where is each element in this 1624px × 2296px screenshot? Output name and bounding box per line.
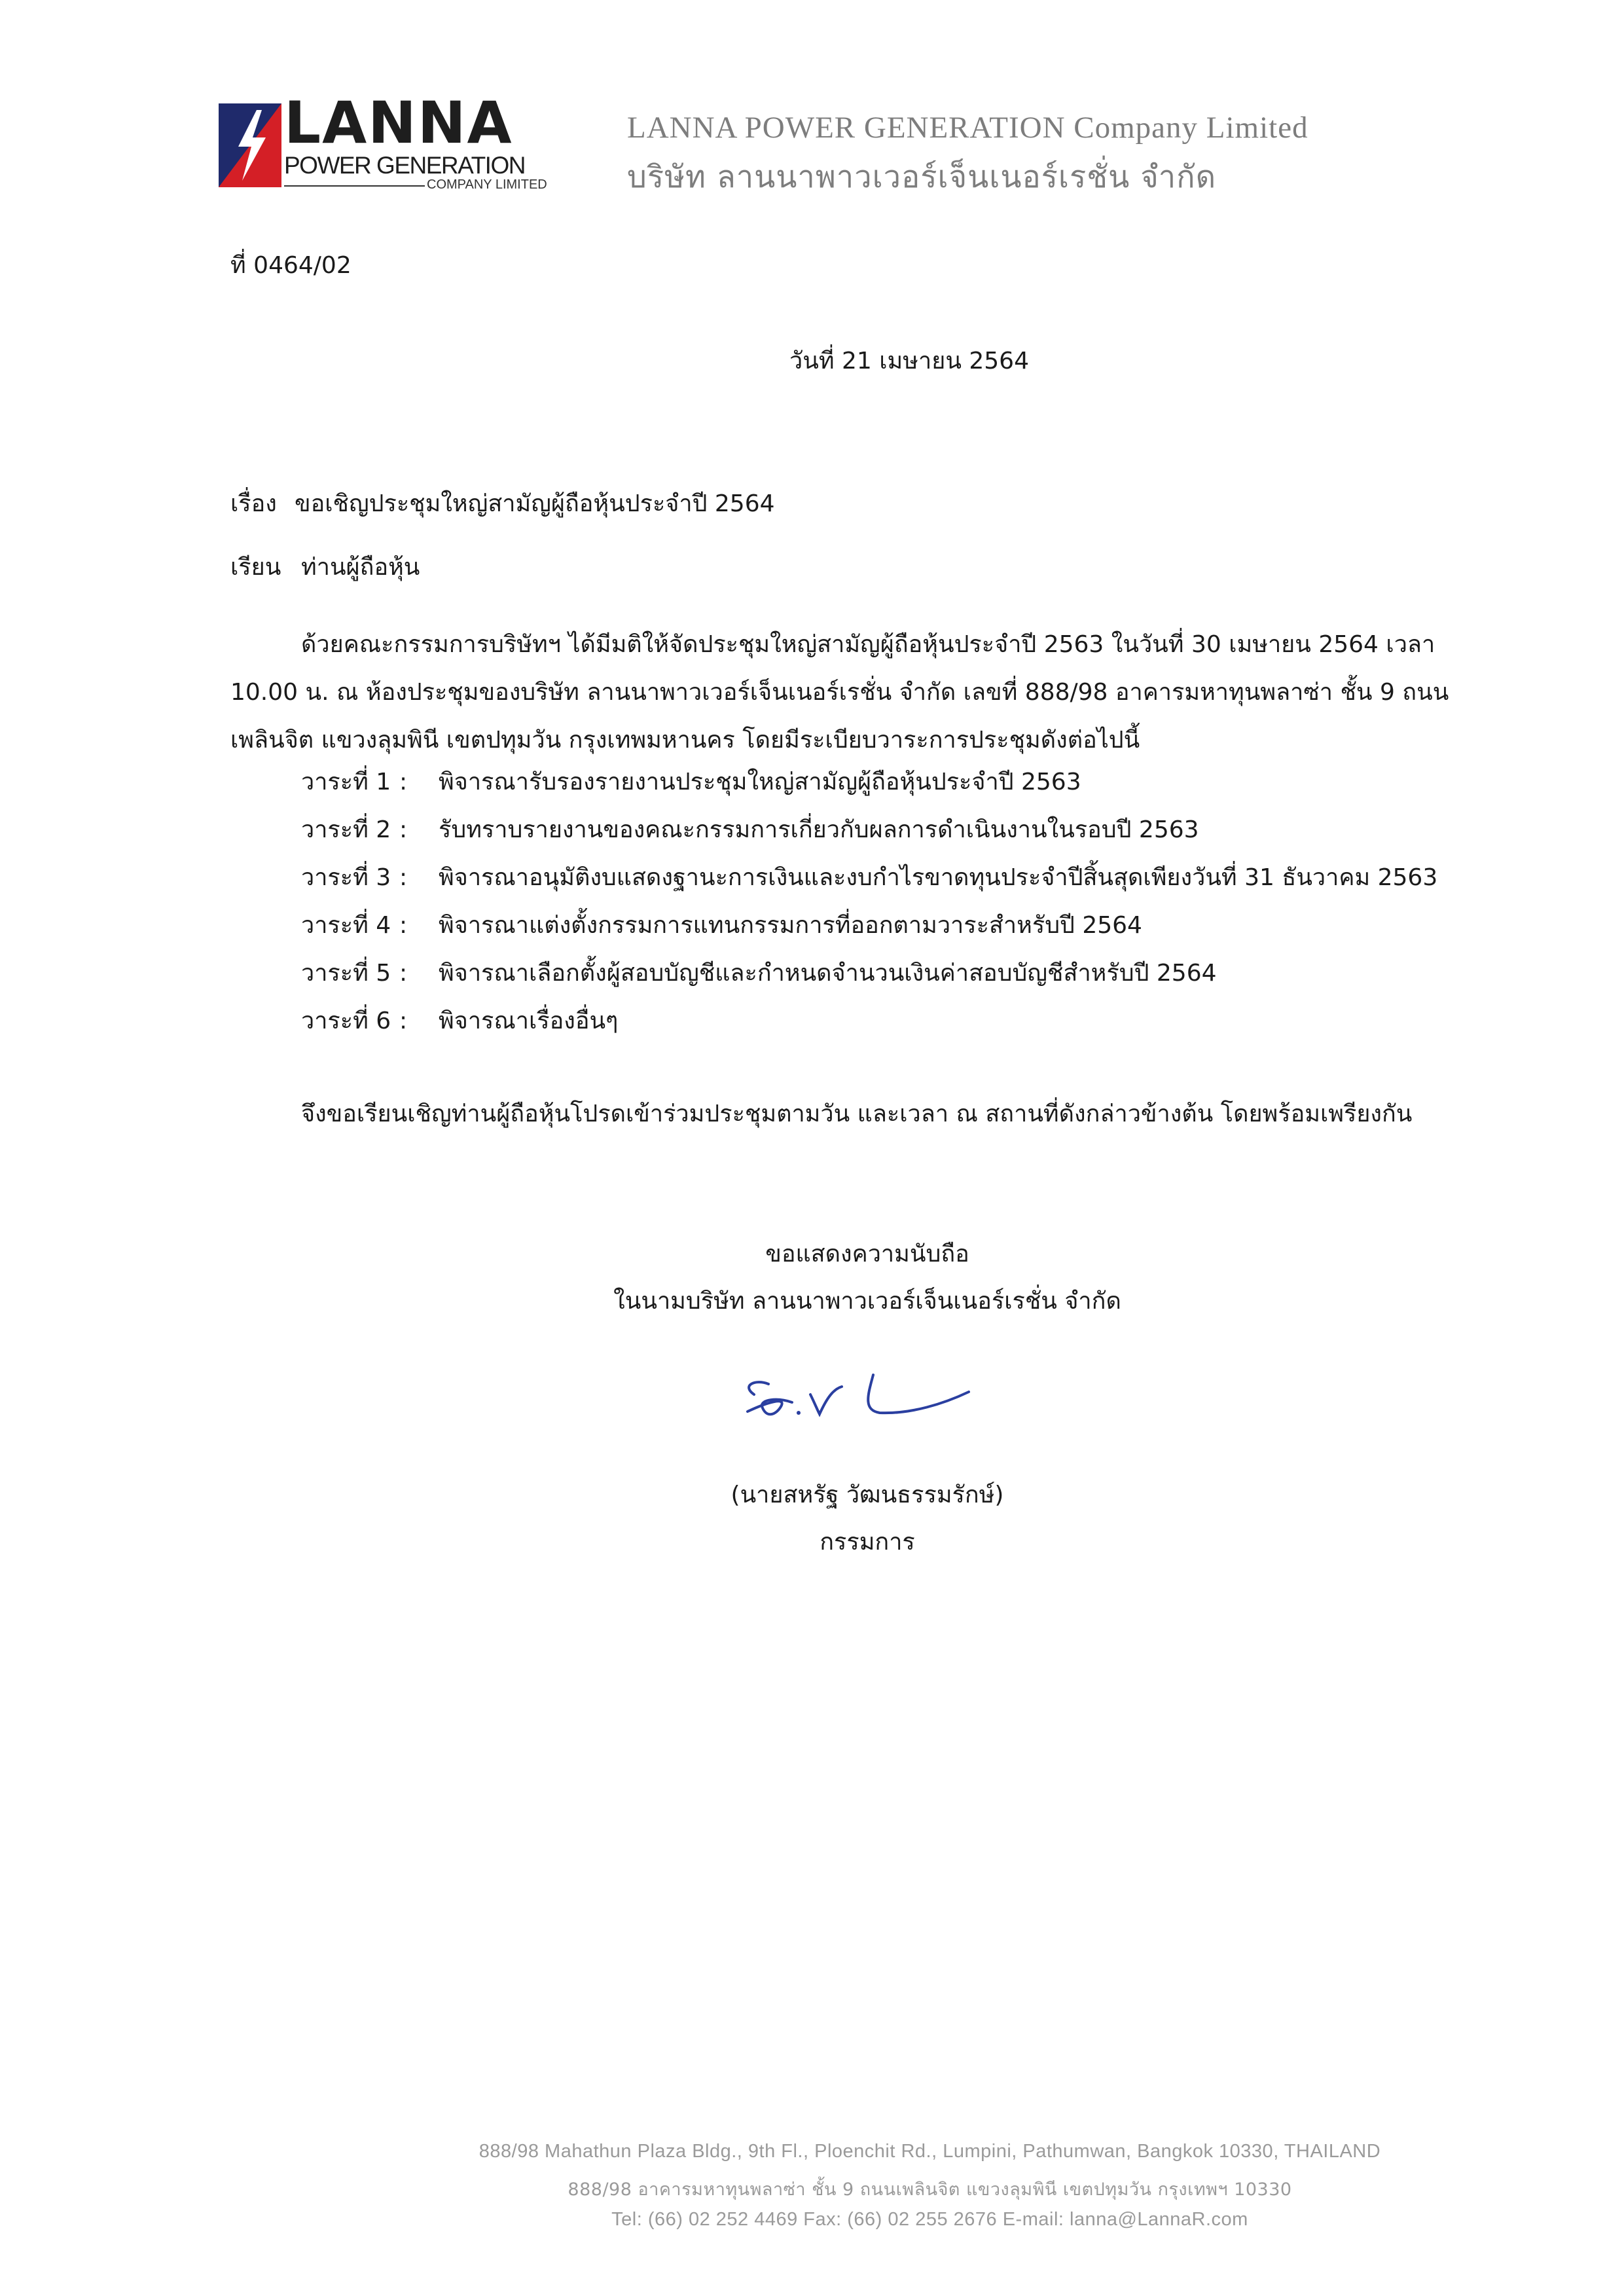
agenda-item (301, 949, 1437, 997)
subject-label: เรื่อง (230, 490, 277, 517)
on-behalf-line: ในนามบริษัท ลานนาพาวเวอร์เจ็นเนอร์เรชั่น จำกัด (613, 1288, 1121, 1315)
handwritten-signature (728, 1360, 977, 1432)
body-paragraph (230, 621, 1495, 764)
agenda-colon: : (399, 912, 408, 939)
agenda-colon: : (399, 816, 408, 843)
paragraph-line: ด้วยคณะกรรมการบริษัทฯ ได้มีมติให้จัดประชุมใหญ่สามัญผู้ถือหุ้นประจำปี 2563 ในวันที่ 30 เมษายน 2564 เวลา (301, 631, 1435, 658)
agenda-text: พิจารณาเลือกตั้งผู้สอบบัญชีและกำหนดจำนวนเงินค่าสอบบัญชีสำหรับปี 2564 (439, 960, 1217, 987)
agenda-text: พิจารณาแต่งตั้งกรรมการแทนกรรมการที่ออกตามวาระสำหรับปี 2564 (439, 912, 1142, 939)
agenda-item (301, 758, 1437, 806)
agenda-number: วาระที่ 2 (301, 816, 391, 843)
recipient-text: ท่านผู้ถือหุ้น (301, 554, 420, 581)
subject-line (230, 490, 775, 518)
signer-name: (นายสหรัฐ วัฒนธรรมรักษ์) (731, 1482, 1004, 1508)
paragraph-line: เพลินจิต แขวงลุมพินี เขตปทุมวัน กรุงเทพมหานคร โดยมีระเบียบวาระการประชุมดังต่อไปนี้ (230, 727, 1140, 754)
agenda-text: รับทราบรายงานของคณะกรรมการเกี่ยวกับผลการดำเนินงานในรอบปี 2563 (439, 816, 1199, 843)
lightning-flag-icon (219, 103, 281, 187)
agenda-colon: : (399, 1008, 408, 1034)
complimentary-close: ขอแสดงความนับถือ (765, 1241, 969, 1267)
agenda-colon: : (399, 960, 408, 987)
agenda-number: วาระที่ 4 (301, 912, 391, 939)
company-name-en: LANNA POWER GENERATION Company Limited (627, 111, 1308, 145)
agenda-item (301, 806, 1437, 854)
agenda-number: วาระที่ 6 (301, 1008, 391, 1034)
agenda-item (301, 902, 1437, 949)
agenda-text: พิจารณาอนุมัติงบแสดงฐานะการเงินและงบกำไรขาดทุนประจำปีสิ้นสุดเพียงวันที่ 31 ธันวาคม 2563 (439, 864, 1438, 891)
logo-subtitle: POWER GENERATION (284, 152, 525, 179)
agenda-number: วาระที่ 5 (301, 960, 391, 987)
company-logo (219, 89, 547, 203)
agenda-text: พิจารณารับรองรายงานประชุมใหญ่สามัญผู้ถือหุ้นประจำปี 2563 (439, 769, 1081, 795)
agenda-colon: : (399, 864, 408, 891)
agenda-item (301, 997, 1437, 1045)
recipient-label: เรียน (230, 554, 281, 581)
signer-position: กรรมการ (820, 1529, 915, 1556)
agenda-item (301, 854, 1437, 902)
logo-wordmark: LANNA (284, 89, 513, 156)
recipient-line (230, 553, 420, 581)
agenda-number: วาระที่ 1 (301, 769, 391, 795)
agenda-text: พิจารณาเรื่องอื่นๆ (439, 1008, 619, 1034)
footer-contact: Tel: (66) 02 252 4469 Fax: (66) 02 255 2676 E-mail: lanna@LannaR.com (611, 2209, 1248, 2230)
closing-sentence: จึงขอเรียนเชิญท่านผู้ถือหุ้นโปรดเข้าร่วมประชุมตามวัน และเวลา ณ สถานที่ดังกล่าวข้างต้น โดยพร้อมเพรียงกัน (301, 1101, 1413, 1127)
paragraph-line: 10.00 น. ณ ห้องประชุมของบริษัท ลานนาพาวเวอร์เจ็นเนอร์เรชั่น จำกัด เลขที่ 888/98 อาคารมหาทุนพลาซ่า ชั้น 9 ถนน (230, 679, 1449, 706)
agenda-number: วาระที่ 3 (301, 864, 391, 891)
company-name-th: บริษัท ลานนาพาวเวอร์เจ็นเนอร์เรชั่น จำกัด (627, 159, 1217, 195)
subject-text: ขอเชิญประชุมใหญ่สามัญผู้ถือหุ้นประจำปี 2564 (295, 490, 775, 517)
logo-company-limited: COMPANY LIMITED (427, 177, 547, 192)
letter-date: วันที่ 21 เมษายน 2564 (789, 348, 1029, 374)
agenda-colon: : (399, 769, 408, 795)
agenda-list (301, 758, 1437, 1045)
reference-number: ที่ 0464/02 (230, 252, 352, 279)
footer-address-en: 888/98 Mahathun Plaza Bldg., 9th Fl., Ploenchit Rd., Lumpini, Pathumwan, Bangkok 10330, THAILAND (478, 2141, 1381, 2162)
logo-rule (284, 185, 425, 187)
footer-address-th: 888/98 อาคารมหาทุนพลาซ่า ชั้น 9 ถนนเพลินจิต แขวงลุมพินี เขตปทุมวัน กรุงเทพฯ 10330 (568, 2179, 1292, 2200)
